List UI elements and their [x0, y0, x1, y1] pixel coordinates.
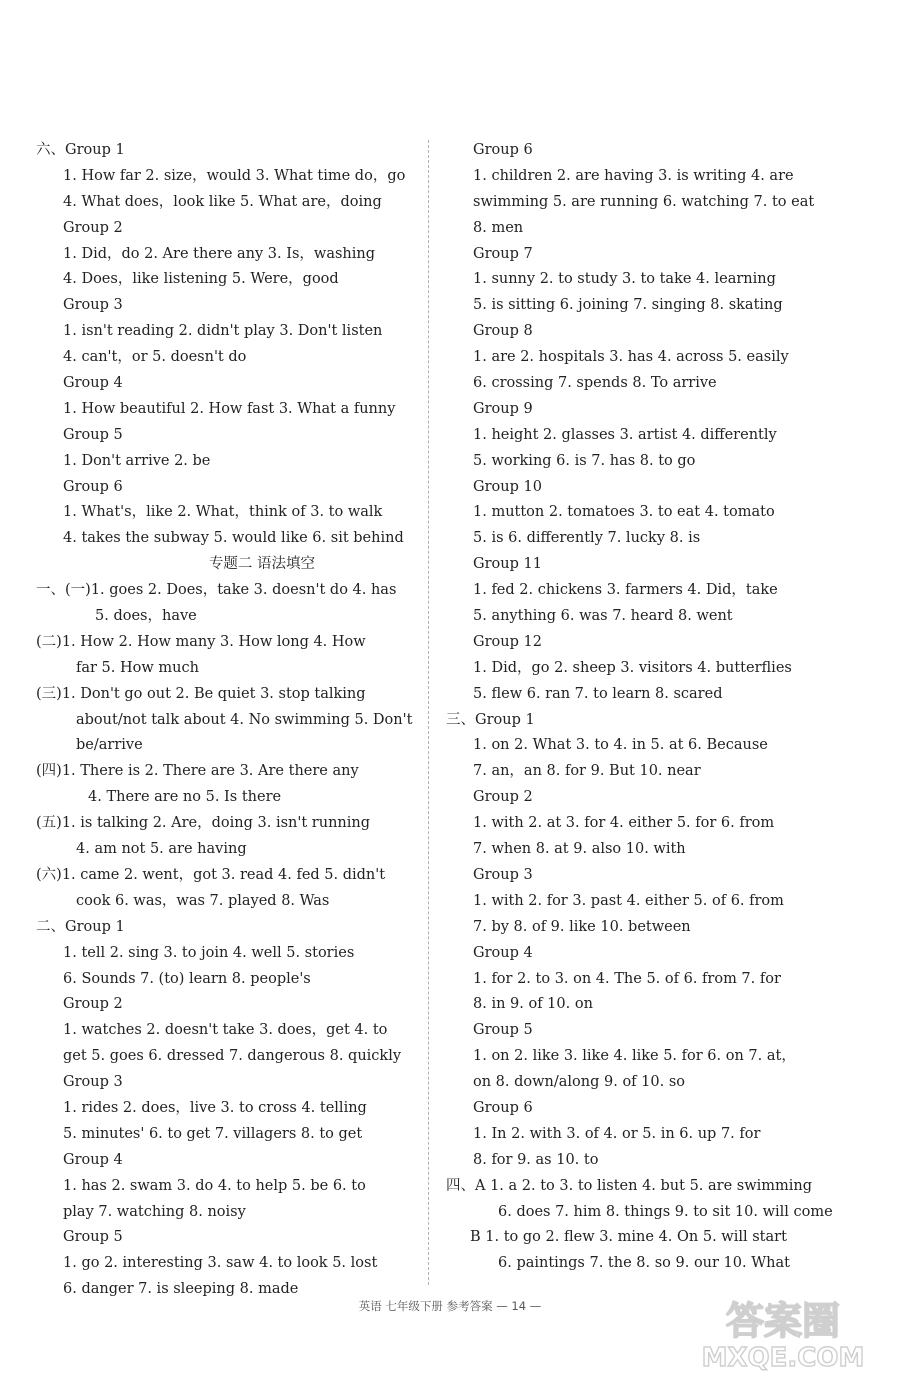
section-heading: Group 10 — [473, 478, 542, 495]
answer-line: 4. Does，like listening 5. Were，good — [63, 271, 339, 288]
answer-line: 5. does，have — [95, 608, 197, 625]
answer-line: 7. by 8. of 9. like 10. between — [473, 918, 691, 935]
section-heading: Group 12 — [473, 633, 542, 650]
section-heading: Group 6 — [473, 142, 533, 158]
answer-line: (四)1. There is 2. There are 3. Are there any — [36, 763, 359, 780]
section-heading: Group 3 — [63, 1074, 123, 1091]
answer-line: play 7. watching 8. noisy — [63, 1203, 246, 1220]
answer-line: about/not talk about 4. No swimming 5. Don't — [76, 711, 413, 728]
right-column — [446, 138, 838, 1277]
section-heading: Group 4 — [473, 944, 533, 961]
column-divider — [428, 140, 429, 1285]
section-heading: Group 8 — [473, 323, 533, 340]
answer-line: 1. children 2. are having 3. is writing 4. are — [473, 167, 794, 184]
section-heading: Group 2 — [63, 219, 123, 236]
answer-line: 6. crossing 7. spends 8. To arrive — [473, 375, 717, 392]
answer-line: far 5. How much — [76, 659, 199, 676]
watermark-bottom-text: MXQE.COM — [701, 1343, 865, 1372]
answer-line: 1. on 2. like 3. like 4. like 5. for 6. on 7. at， — [473, 1048, 796, 1065]
answer-line: on 8. down/along 9. of 10. so — [473, 1074, 685, 1091]
section-heading: Group 4 — [63, 1151, 123, 1168]
answer-line: 5. flew 6. ran 7. to learn 8. scared — [473, 685, 723, 702]
answer-line: 8. in 9. of 10. on — [473, 996, 593, 1013]
answer-line: be/arrive — [76, 737, 143, 754]
section-heading: 六、Group 1 — [36, 142, 125, 158]
section-heading: 专题二 语法填空 — [208, 556, 316, 573]
answer-line: 5. minutes' 6. to get 7. villagers 8. to get — [63, 1125, 363, 1142]
answer-line: (二)1. How 2. How many 3. How long 4. How — [36, 633, 366, 650]
answer-line: 1. What's，like 2. What，think of 3. to walk — [63, 504, 383, 521]
answer-line: 1. isn't reading 2. didn't play 3. Don't listen — [63, 323, 383, 340]
answer-line: 1. with 2. for 3. past 4. either 5. of 6. from — [473, 892, 784, 909]
answer-line: 7. an，an 8. for 9. But 10. near — [473, 763, 701, 780]
answer-line: (六)1. came 2. went，got 3. read 4. fed 5. didn't — [36, 866, 386, 883]
answer-line: B 1. to go 2. flew 3. mine 4. On 5. will start — [470, 1229, 787, 1246]
answer-line: 1. watches 2. doesn't take 3. does，get 4. to — [63, 1022, 388, 1039]
answer-line: 4. What does，look like 5. What are，doing — [63, 193, 382, 210]
answer-line: 6. does 7. him 8. things 9. to sit 10. will come — [498, 1203, 833, 1220]
answer-line: 四、A 1. a 2. to 3. to listen 4. but 5. are swimming — [446, 1177, 813, 1194]
answer-line: swimming 5. are running 6. watching 7. to eat — [473, 193, 815, 210]
answer-line: 5. is sitting 6. joining 7. singing 8. skating — [473, 297, 783, 314]
page-footer: 英语 七年级下册 参考答案 — 14 — — [358, 1299, 542, 1313]
section-heading: Group 9 — [473, 400, 533, 417]
answer-line: 1. are 2. hospitals 3. has 4. across 5. easily — [473, 349, 789, 366]
answer-line: 1. How far 2. size，would 3. What time do，go — [63, 167, 406, 184]
answer-line: 4. can't，or 5. doesn't do — [63, 349, 247, 366]
answer-line: (三)1. Don't go out 2. Be quiet 3. stop talking — [36, 685, 366, 702]
section-heading: 三、Group 1 — [446, 711, 535, 728]
answer-line: 1. mutton 2. tomatoes 3. to eat 4. tomato — [473, 504, 775, 521]
answer-line: 6. danger 7. is sleeping 8. made — [63, 1281, 299, 1298]
answer-line: 1. height 2. glasses 3. artist 4. differently — [473, 426, 777, 443]
section-heading: Group 5 — [473, 1022, 533, 1039]
answer-line: 1. fed 2. chickens 3. farmers 4. Did，take — [473, 582, 778, 599]
answer-line: cook 6. was，was 7. played 8. Was — [76, 892, 330, 909]
section-heading: Group 3 — [63, 297, 123, 314]
answer-line: 1. Don't arrive 2. be — [63, 452, 211, 469]
answer-line: 1. on 2. What 3. to 4. in 5. at 6. Because — [473, 737, 768, 754]
watermark-logo — [688, 1292, 878, 1372]
section-heading: Group 11 — [473, 556, 542, 573]
answer-line: 一、(一)1. goes 2. Does，take 3. doesn't do 4. has — [36, 582, 397, 599]
section-heading: Group 6 — [63, 478, 123, 495]
answer-line: 5. working 6. is 7. has 8. to go — [473, 452, 696, 469]
answer-line: 6. Sounds 7. (to) learn 8. people's — [63, 970, 311, 987]
section-heading: Group 2 — [473, 789, 533, 806]
answer-line: get 5. goes 6. dressed 7. dangerous 8. quickly — [63, 1048, 402, 1065]
answer-line: 7. when 8. at 9. also 10. with — [473, 841, 686, 858]
answer-line: 1. with 2. at 3. for 4. either 5. for 6. from — [473, 815, 775, 832]
answer-line: 1. tell 2. sing 3. to join 4. well 5. stories — [63, 944, 355, 961]
answer-line: 1. for 2. to 3. on 4. The 5. of 6. from 7. for — [473, 970, 781, 987]
answer-line: 1. In 2. with 3. of 4. or 5. in 6. up 7. for — [473, 1125, 761, 1142]
answer-line: (五)1. is talking 2. Are，doing 3. isn't running — [36, 815, 371, 832]
section-heading: Group 4 — [63, 375, 123, 392]
answer-line: 1. rides 2. does，live 3. to cross 4. telling — [63, 1099, 367, 1116]
answer-line: 6. paintings 7. the 8. so 9. our 10. What — [498, 1255, 790, 1272]
answer-line: 1. Did，do 2. Are there any 3. Is，washing — [63, 245, 376, 262]
answer-line: 5. is 6. differently 7. lucky 8. is — [473, 530, 701, 547]
section-heading: Group 5 — [63, 426, 123, 443]
answer-line: 1. sunny 2. to study 3. to take 4. learning — [473, 271, 776, 288]
answer-line: 1. has 2. swam 3. do 4. to help 5. be 6. to — [63, 1177, 366, 1194]
left-column — [36, 138, 428, 1303]
answer-line: 1. go 2. interesting 3. saw 4. to look 5. lost — [63, 1255, 378, 1272]
answer-line: 8. men — [473, 219, 524, 236]
answer-line: 1. Did，go 2. sheep 3. visitors 4. butterflies — [473, 659, 792, 676]
section-heading: Group 2 — [63, 996, 123, 1013]
answer-line: 4. takes the subway 5. would like 6. sit behind — [63, 530, 404, 547]
section-heading: Group 7 — [473, 245, 533, 262]
answer-line: 5. anything 6. was 7. heard 8. went — [473, 608, 733, 625]
watermark-top-text: 答案圈 — [725, 1299, 841, 1343]
section-heading: Group 3 — [473, 866, 533, 883]
answer-line: 4. There are no 5. Is there — [88, 789, 282, 806]
answer-line: 8. for 9. as 10. to — [473, 1151, 599, 1168]
section-heading: Group 5 — [63, 1229, 123, 1246]
answer-line: 1. How beautiful 2. How fast 3. What a funny — [63, 400, 396, 417]
section-heading: Group 6 — [473, 1099, 533, 1116]
answer-line: 4. am not 5. are having — [76, 841, 247, 858]
section-heading: 二、Group 1 — [36, 918, 125, 935]
